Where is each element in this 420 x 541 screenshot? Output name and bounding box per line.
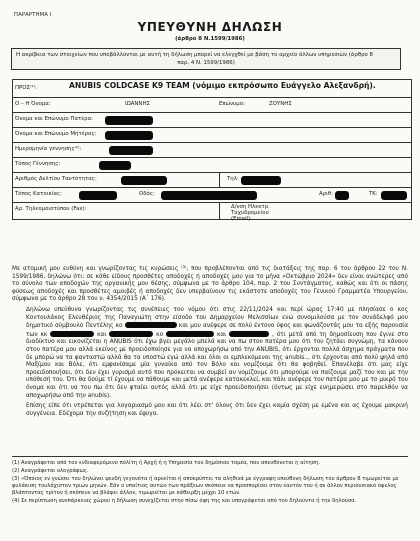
father-row bbox=[13, 113, 411, 128]
father-redaction bbox=[105, 116, 153, 125]
tel-label: Τηλ: bbox=[227, 176, 239, 182]
intro-paragraph: Με ατομική μου ευθύνη και γνωρίζοντας τις κυρώσεις ⁽³⁾, που προβλέπονται από τις διατάξεις της παρ. 6 του άρθρου 22 του Ν. 1599/1986, δηλώνω ότι: σε κάθε είδους προσθέτες αποδοχές ή αποδοχές μου για το μήνα «Οκτώβριο 2024» δεν είναι ανώτερες από το σύνολο των αποδοχών της οργανικής μου θέσης, σύμφωνα με το άρθρο 104, παρ. 2 του Συντάγματος, καθώς και ότι οι πάσης φύσεως αποδοχές και προσθέτες αμοιβές ή αποδοχές δεν υπερβαίνουν τις εκάστοτε αποδοχές του Γενικού Γραμματέα Υπουργείου, σύμφωνα με το άρθρο 28 του ν. 4354/2015 (Α΄ 176). bbox=[12, 266, 408, 303]
tk-redaction bbox=[381, 191, 407, 200]
name-label: Ο – Η Όνομα: bbox=[15, 101, 51, 107]
inline-redaction bbox=[125, 322, 177, 328]
declaration-body bbox=[12, 266, 408, 421]
residence-label: Τόπος Κατοικίας: bbox=[15, 191, 63, 197]
name-row bbox=[13, 98, 411, 113]
number-label: Αριθ: bbox=[319, 191, 334, 197]
birthdate-redaction bbox=[109, 146, 153, 155]
birthdate-label: Ημερομηνία γέννησης⁽²⁾: bbox=[15, 146, 82, 152]
recipient-row bbox=[13, 80, 411, 98]
fax-label: Αρ. Τηλεομοιοτύπου (Fax): bbox=[15, 206, 87, 212]
page-title: ΥΠΕΥΘΥΝΗ ΔΗΛΩΣΗ bbox=[137, 20, 283, 34]
fax-email-row bbox=[13, 203, 411, 220]
birthplace-redaction bbox=[99, 161, 131, 170]
footnote-1: (1) Αναγράφεται από τον ενδιαφερόμενο πολίτη ή Αρχή ή η Υπηρεσία του δημόσιου τομέα, που απευθύνεται η αίτηση. bbox=[12, 460, 320, 466]
annex-label: ΠΑΡΑΡΤΗΜΑ Ι bbox=[14, 12, 52, 18]
recipient-label: ΠΡΟΣ⁽¹⁾: bbox=[15, 85, 37, 91]
statement-paragraph-1: Δηλώνω υπεύθυνα γνωρίζοντας τις συνέπειες του νόμου ότι στις 22/11/2024 και περί ώρας 17:40 με πλησίασε ο κος Κοντουλάκος Ελευθέριος της Παναγιώτη στην είσοδο του Δημαρχείου Μελισσίων ενώ συνομιλούσα με τον συνάδελφό μου δημοτικό σύμβουλο Πεντέλης κο και μου ανέφερε σε πολύ έντονο ύφος και φωνάζοντάς μου τα εξής παρουσία των κκ και κο και , ότι μετά από τη δημοσίευση που έγινε στο διαδίκτυο και εικονίζεται η ANUBIS ότι έχω βγει μεγάλο μπελά και να πω στον πατέρα μου ότι του ζητάει συγνώμη, τα κάνουν στον πατέρα μου αλλά εκείνος με προειδοποίησε για να αποχωρήσω από την ANUBIS, ότι έρχονται πολλά άσχημα πράγματα που δε μπορώ να τα φανταστώ αλλά θα τα υποστώ εγώ αλλά και όλοι οι εμπλεκόμενοι της anubis.., ότι έρχονται από πολύ ψηλά από Μαξίμου και Βόλε, ότι εμφανίσαμε μία γυναίκα από τον Βόλο και νομίζουμε ότι θα φοβηθεί. Επανέλαβε ότι μας είχε προειδοποιήσει, ότι δεν έχει γυρισμό αυτό που πρόκειται να συμβεί αν νομίζουμε ότι μπορούμε να παίζουμε μαζί του και με την υπόθεσή του. Ότι θα δούμε τί έχουμε να πάθουμε και μετά ανέφερε κατακεκλεί, και πάλι ανέφερε τον πατέρα μου με το μικρό του όνομα και ότι να του πω ότι δεν φταίει αυτός αλλά ότι με είχε προειδοποιήσει (όντως με είχε ενημερώσει στο παρελθόν να αποχωρήσω από την anubis). bbox=[26, 306, 409, 399]
birthdate-row bbox=[13, 143, 411, 158]
street-label: Οδός: bbox=[139, 191, 155, 197]
page-subtitle: (άρθρο 8 Ν.1599/1986) bbox=[175, 36, 245, 42]
mother-row bbox=[13, 128, 411, 143]
inline-redaction bbox=[166, 331, 214, 337]
inline-redaction bbox=[50, 331, 94, 337]
tel-redaction bbox=[241, 176, 281, 185]
birthplace-label: Τόπος Γέννησης: bbox=[15, 161, 61, 167]
tk-label: ΤΚ: bbox=[369, 191, 378, 197]
father-label: Όνομα και Επώνυμο Πατέρα: bbox=[15, 116, 93, 122]
birthplace-row bbox=[13, 158, 411, 173]
accuracy-notice bbox=[11, 48, 401, 70]
footnotes bbox=[12, 460, 408, 506]
mother-label: Όνομα και Επώνυμο Μητέρας: bbox=[15, 131, 97, 137]
street-redaction bbox=[161, 191, 257, 200]
surname-value: ΖΟΥΝΗΣ bbox=[269, 101, 292, 107]
number-redaction bbox=[335, 191, 349, 200]
mother-redaction bbox=[105, 131, 153, 140]
surname-label: Επώνυμο: bbox=[219, 101, 245, 107]
inline-redaction bbox=[109, 331, 153, 337]
id-redaction bbox=[121, 176, 167, 185]
id-label: Αριθμός Δελτίου Ταυτότητας: bbox=[15, 176, 97, 182]
footnote-divider bbox=[12, 456, 408, 457]
recipient-value: ANUBIS COLDCASE K9 TEAM (νόμιμο εκπρόσωπο Ευάγγελο Αλεξανδρή). bbox=[69, 81, 376, 90]
id-row bbox=[13, 173, 411, 188]
name-value: ΙΩΑΝΝΗΣ bbox=[125, 101, 150, 107]
residence-redaction bbox=[79, 191, 117, 200]
statement-paragraph-2: Επίσης είπε ότι ντρέπεται για λογαριασμό μου και ότι λέει στ' όλους ότι δεν έχει καμία σχέση με εμένα και ας έχουμε μακρινή συγγένεια. Εδέχομα την συζήτηση και έφυγα. bbox=[26, 403, 408, 417]
footnote-3: (3) «Όποιος εν γνώσει του δηλώνει ψευδή γεγονότα ή αρνείται ή αποκρύπτει τα αληθινά με έγγραφη υπεύθυνη δήλωση του άρθρου 8 τιμωρείται με φυλάκιση τουλάχιστον τριών μηνών. Εάν ο υπαίτιος αυτών των πράξεων σκόπευε να προσπορίσει στον εαυτόν του ή σε άλλον περιουσιακό όφελος βλάπτοντας τρίτον ή σκόπευε να βλάψει άλλον, τιμωρείται με κάθειρξη μέχρι 10 ετών. bbox=[12, 476, 399, 496]
residence-row bbox=[13, 188, 411, 203]
footnote-4: (4) Σε περίπτωση ανεπάρκειας χώρου η δήλωση συνεχίζεται στην πίσω όψη της και υπογράφεται από τον δηλούντα ή την δηλούσα. bbox=[12, 498, 357, 504]
declaration-form bbox=[12, 79, 412, 220]
email-label: Δ/νση Ηλεκτρ. Ταχυδρομείου (Email): bbox=[231, 204, 270, 222]
inline-redaction bbox=[229, 331, 269, 337]
notice-line-2: παρ. 4 Ν. 1599/1986) bbox=[177, 60, 235, 66]
notice-line-1: Η ακρίβεια των στοιχείων που υποβάλλονται με αυτή τη δήλωση μπορεί να ελεγχθεί με βάση το αρχείο άλλων υπηρεσιών (άρθρο 8 bbox=[16, 52, 373, 58]
footnote-2: (2) Αναγράφεται ολογράφως. bbox=[12, 468, 89, 474]
